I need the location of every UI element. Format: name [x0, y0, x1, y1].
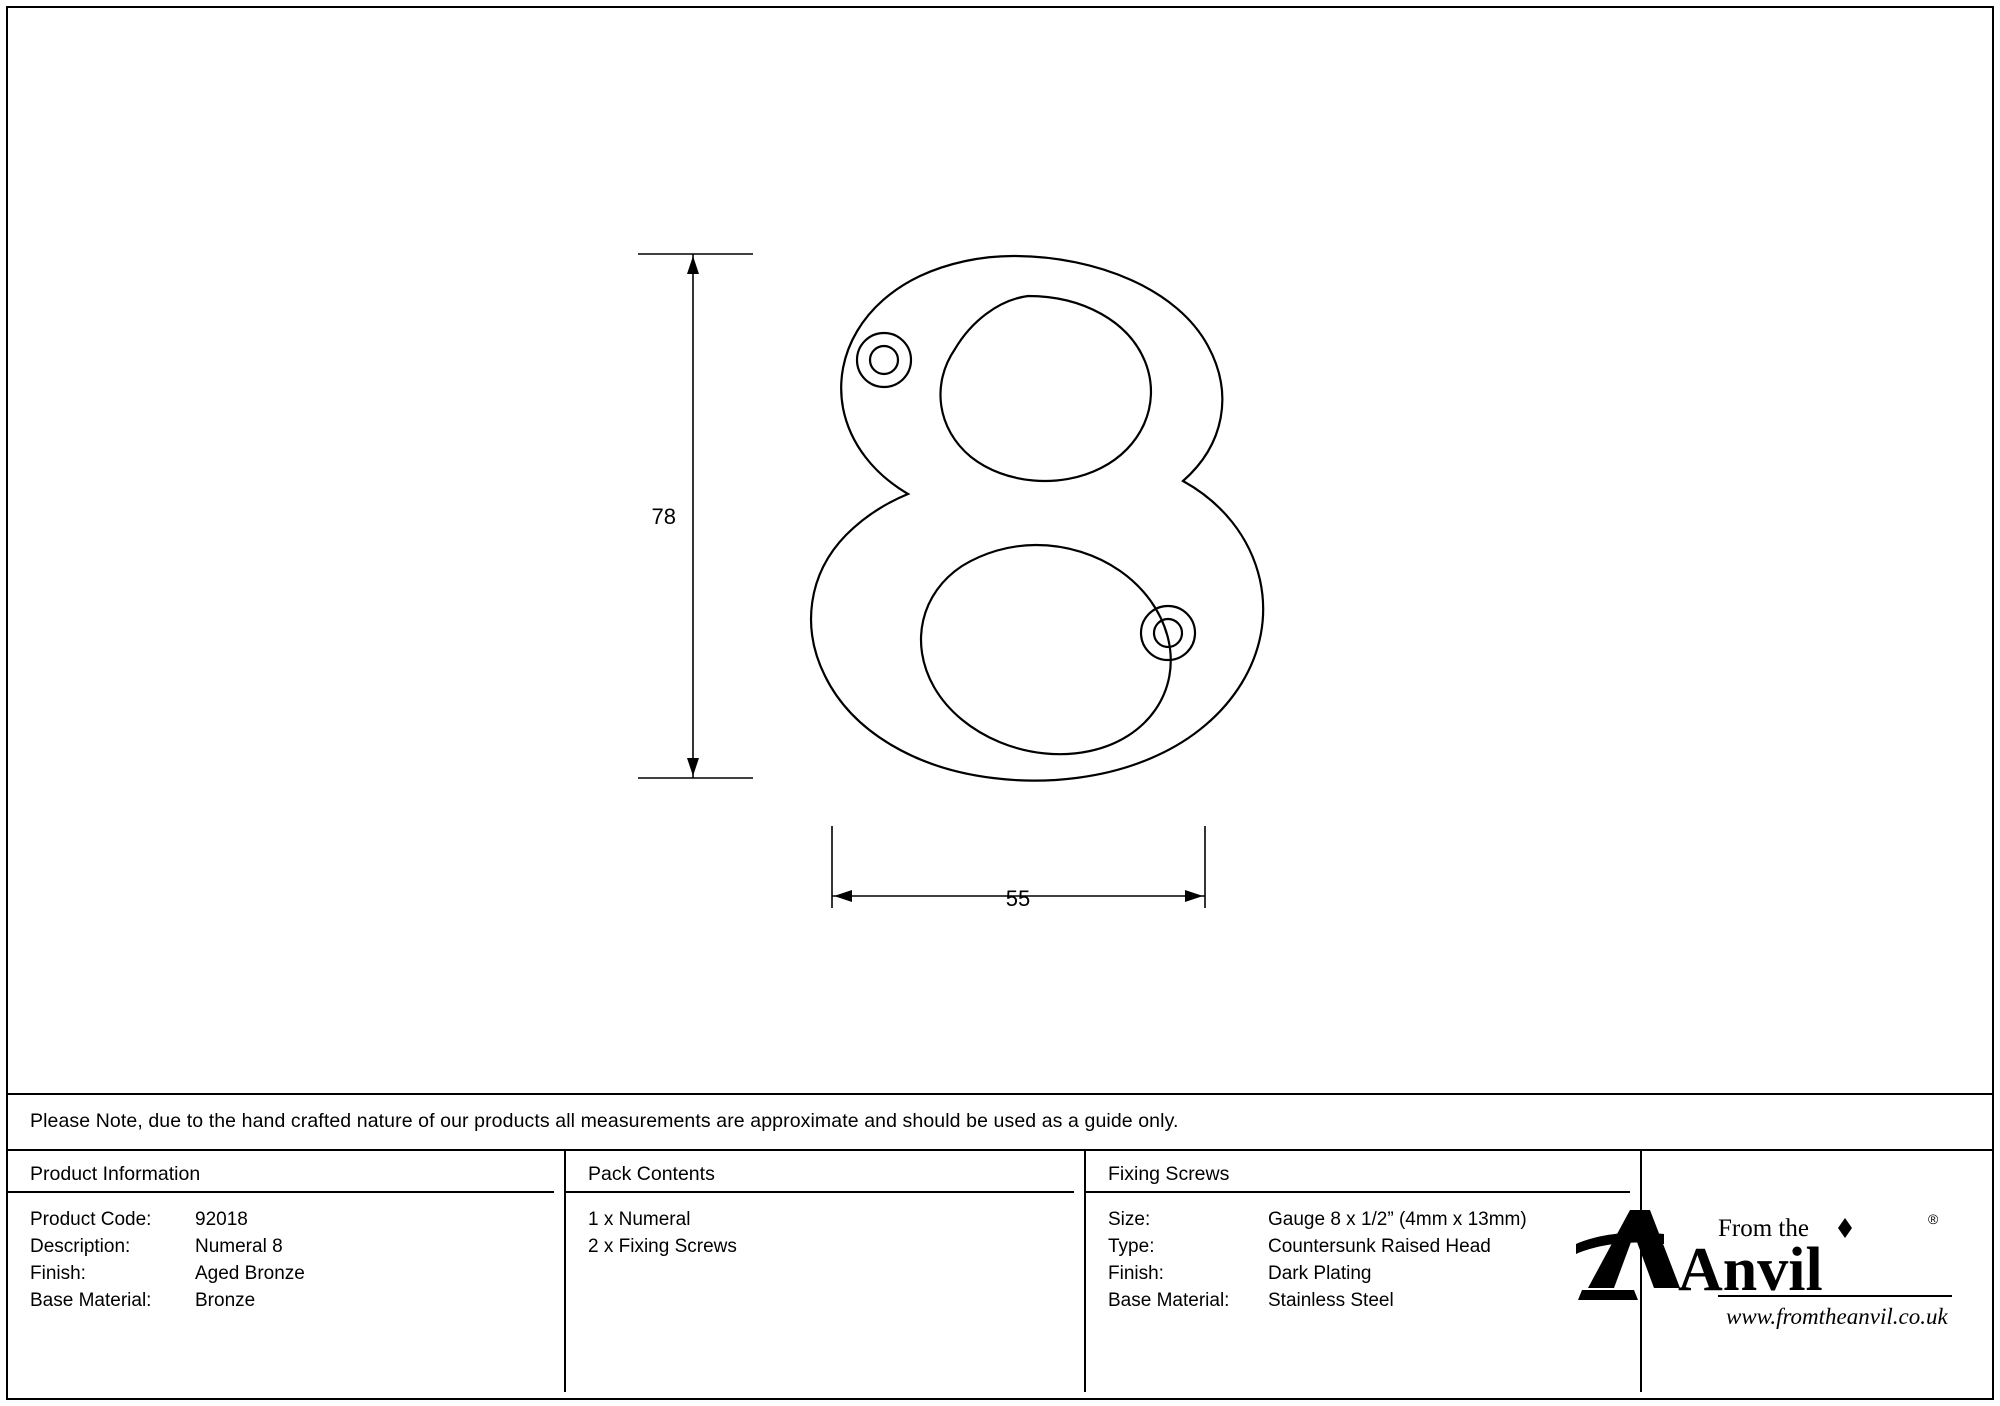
height-dimension-label: 78 [651, 504, 676, 529]
height-arrow-bottom [687, 758, 699, 776]
screw-base-material-value: Stainless Steel [1268, 1289, 1394, 1311]
height-arrow-top [687, 256, 699, 274]
screw-size-row [1108, 1207, 1640, 1234]
pack-contents-body [566, 1193, 1084, 1261]
width-arrow-left [834, 890, 852, 902]
product-code-row [30, 1207, 564, 1234]
screw-finish-value: Dark Plating [1268, 1262, 1372, 1284]
fixing-screws-header: Fixing Screws [1086, 1151, 1630, 1193]
screw-size-value: Gauge 8 x 1/2” (4mm x 13mm) [1268, 1209, 1527, 1230]
fixing-screws-body [1086, 1193, 1640, 1315]
screw-type-label: Type: [1108, 1235, 1155, 1257]
base-material-label: Base Material: [30, 1289, 152, 1311]
finish-row [30, 1261, 564, 1288]
diamond-icon [1838, 1218, 1852, 1238]
from-the-anvil-logo [1568, 1204, 1958, 1344]
numeral-outline [811, 256, 1263, 781]
screw-type-row [1108, 1234, 1640, 1261]
fixing-screws-column [1086, 1151, 1642, 1392]
base-material-value: Bronze [195, 1289, 256, 1311]
description-value: Numeral 8 [195, 1235, 283, 1257]
product-code-value: 92018 [195, 1209, 248, 1230]
screw-finish-row [1108, 1261, 1640, 1288]
registered-trademark: ® [1928, 1211, 1939, 1227]
measurement-note: Please Note, due to the hand crafted nature of our products all measurements are approximate and should be used as a guide only. [30, 1110, 1179, 1133]
product-code-label: Product Code: [30, 1209, 152, 1230]
logo-from-the-text: From the [1718, 1215, 1809, 1242]
description-label: Description: [30, 1235, 131, 1257]
product-information-column [8, 1151, 566, 1392]
anvil-a-icon [1576, 1210, 1680, 1300]
information-table [8, 1149, 1992, 1392]
logo-url-text: www.fromtheanvil.co.uk [1726, 1304, 1948, 1329]
pack-contents-header: Pack Contents [566, 1151, 1074, 1193]
pack-contents-item: 2 x Fixing Screws [588, 1235, 737, 1257]
logo-brand-text: Anvil [1678, 1236, 1823, 1304]
finish-value: Aged Bronze [195, 1262, 305, 1284]
product-information-body [8, 1193, 564, 1315]
product-information-header: Product Information [8, 1151, 554, 1193]
finish-label: Finish: [30, 1262, 86, 1284]
screw-size-label: Size: [1108, 1209, 1151, 1230]
measurement-note-row [8, 1093, 1992, 1149]
screw-base-material-row [1108, 1288, 1640, 1315]
screw-type-value: Countersunk Raised Head [1268, 1235, 1491, 1257]
pack-contents-column [566, 1151, 1086, 1392]
description-row [30, 1234, 564, 1261]
base-material-row [30, 1288, 564, 1315]
width-arrow-right [1185, 890, 1203, 902]
product-drawing [8, 8, 1992, 1093]
pack-contents-item: 1 x Numeral [588, 1209, 691, 1230]
screw-base-material-label: Base Material: [1108, 1289, 1230, 1311]
screw-finish-label: Finish: [1108, 1262, 1164, 1284]
brand-logo-column [1642, 1151, 1992, 1392]
width-dimension-label: 55 [1005, 886, 1031, 911]
